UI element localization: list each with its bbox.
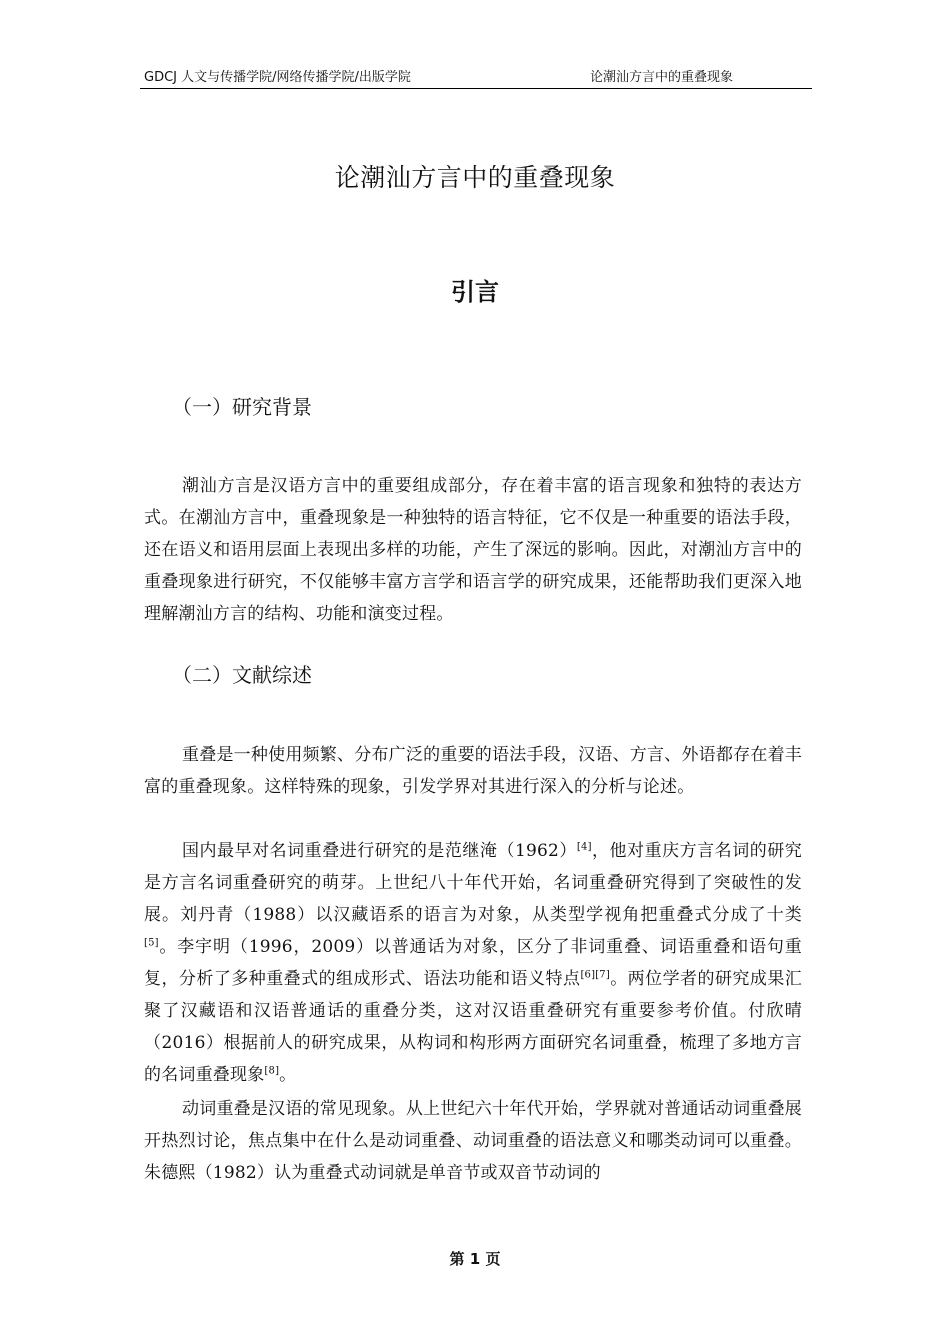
chapter-heading: 引言 xyxy=(451,278,499,306)
text-segment: 。李宇明（1996，2009）以普通话为对象，区分了非词重叠、词语重叠和语句重复，分析了多种重叠式的组成形式、语法功能和语义特点 xyxy=(144,937,802,989)
paper-title: 论潮汕方言中的重叠现象 xyxy=(334,163,616,192)
citation: [5] xyxy=(144,937,159,949)
page-number: 1 xyxy=(469,1250,481,1268)
text-segment: ，他对重庆方言名词的研究是方言名词重叠研究的萌芽。上世纪八十年代开始，名词重叠研究得到了突破性的发展。刘丹青（1988）以汉藏语系的语言为对象，从类型学视角把重叠式分成了十类 xyxy=(144,841,802,925)
paragraph-verb-reduplication: 动词重叠是汉语的常见现象。从上世纪六十年代开始，学界就对普通话动词重叠展开热烈讨论，焦点集中在什么是动词重叠、动词重叠的语法意义和哪类动词可以重叠。朱德熙（1982）认为重叠式动词就是单音节或双音节动词的 xyxy=(144,1099,802,1183)
running-header xyxy=(140,68,812,89)
text-segment: 。 xyxy=(279,1065,297,1085)
section-heading-literature-review: （二）文献综述 xyxy=(172,663,312,687)
paragraph-background: 潮汕方言是汉语方言中的重要组成部分，存在着丰富的语言现象和独特的表达方式。在潮汕方言中，重叠现象是一种独特的语言特征，它不仅是一种重要的语法手段，还在语义和语用层面上表现出多样的功能，产生了深远的影响。因此，对潮汕方言中的重叠现象进行研究，不仅能够丰富方言学和语言学的研究成果，还能帮助我们更深入地理解潮汕方言的结构、功能和演变过程。 xyxy=(144,476,802,624)
text-segment: 国内最早对名词重叠进行研究的是范继淹（1962） xyxy=(182,841,577,861)
paragraph-noun-reduplication xyxy=(144,835,802,1091)
section-heading-background: （一）研究背景 xyxy=(172,395,312,419)
header-paper-title: 论潮汕方言中的重叠现象 xyxy=(590,70,734,85)
paragraph-reduplication-intro: 重叠是一种使用频繁、分布广泛的重要的语法手段，汉语、方言、外语都存在着丰富的重叠现象。这样特殊的现象，引发学界对其进行深入的分析与论述。 xyxy=(144,745,802,797)
header-institution: GDCJ 人文与传播学院/网络传播学院/出版学院 xyxy=(144,70,411,85)
citation: [6][7] xyxy=(580,969,610,981)
citation: [4] xyxy=(576,841,592,853)
citation: [8] xyxy=(264,1065,280,1077)
footer-prefix: 第 xyxy=(449,1250,465,1268)
footer-suffix: 页 xyxy=(485,1250,501,1268)
text-segment: 。两位学者的研究成果汇聚了汉藏语和汉语普通话的重叠分类，这对汉语重叠研究有重要参考价值。付欣晴（2016）根据前人的研究成果，从构词和构形两方面研究名词重叠，梳理了多地方言的名词重叠现象 xyxy=(144,969,802,1085)
page-footer xyxy=(0,1248,950,1270)
